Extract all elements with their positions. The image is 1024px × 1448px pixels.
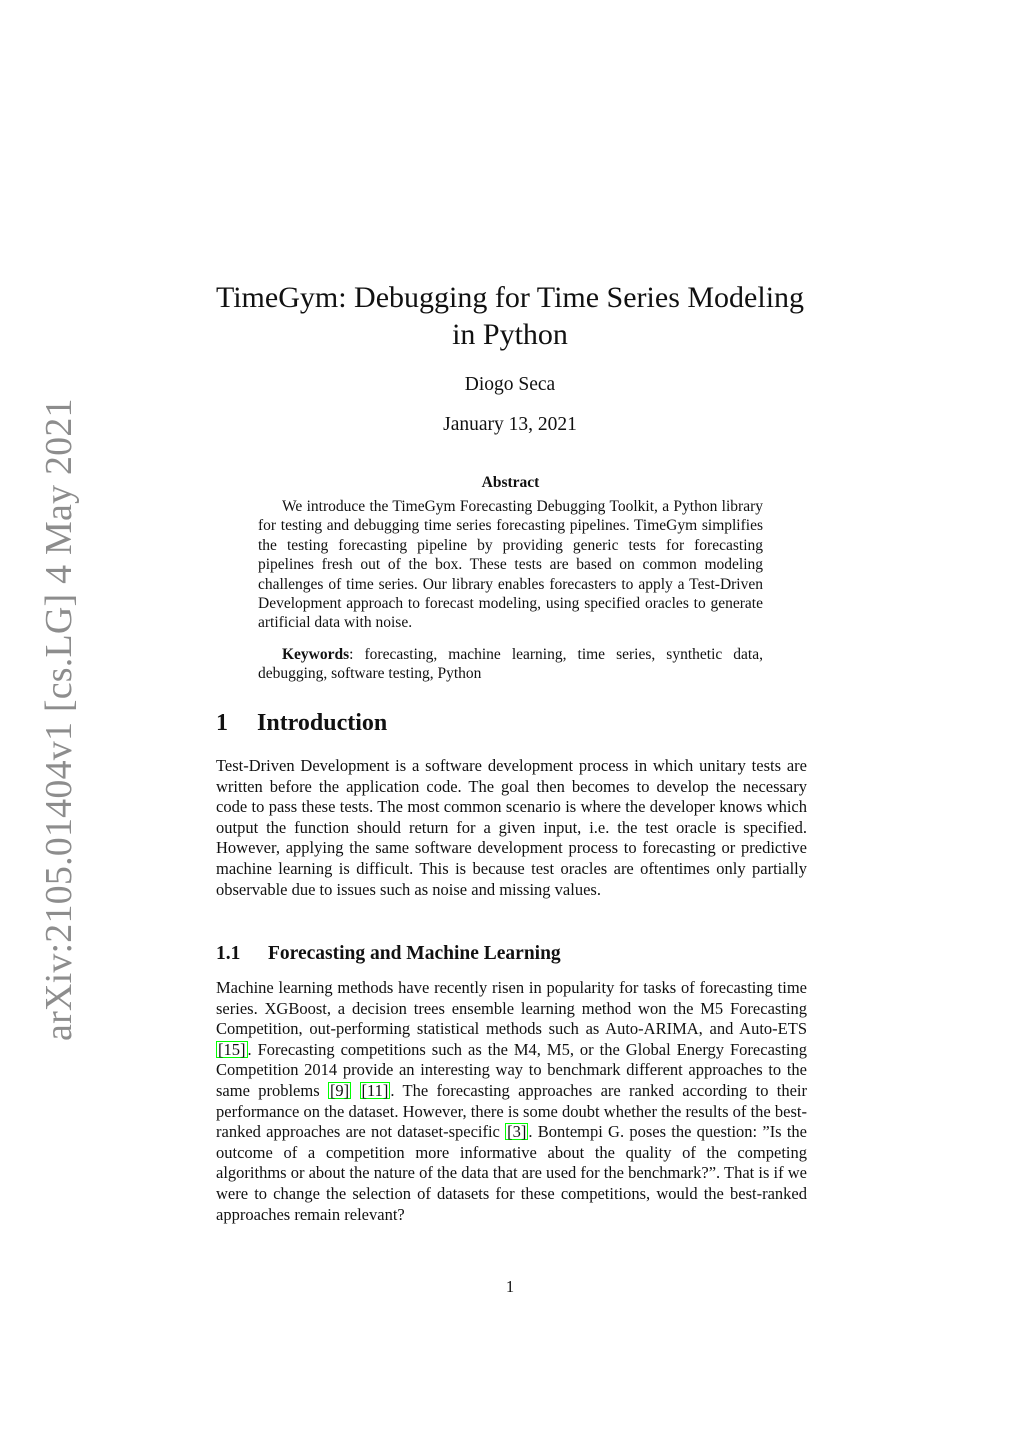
paragraph-text-segment: Machine learning methods have recently risen in popularity for tasks of forecasting time series. XGBoost, a decision trees ensemble learning method won the M5 Forecasting Competition, out-performing statistical methods such as Auto-ARIMA, and Auto-ETS bbox=[216, 978, 807, 1039]
keywords-list: : forecasting, machine learning, time series, synthetic data, debugging, software testing, Python bbox=[258, 646, 763, 683]
paper-title-line-1: TimeGym: Debugging for Time Series Modeling bbox=[215, 281, 805, 314]
citation-link-11[interactable]: [11] bbox=[361, 1080, 389, 1100]
introduction-paragraph: Test-Driven Development is a software development process in which unitary tests are written before the application code. The goal then becomes to develop the necessary code to pass these tests. The most common scenario is where the developer knows which output the function should return for a given input, i.e. the test oracle is specified. However, applying the same software development process to forecasting or predictive machine learning is difficult. This is because test oracles are oftentimes only partially observable due to issues such as noise and missing values. bbox=[216, 756, 807, 899]
section-title: Introduction bbox=[257, 710, 388, 736]
paper-title bbox=[200, 279, 820, 353]
paper-title-line-2: in Python bbox=[452, 318, 568, 351]
arxiv-identifier-stamp: arXiv:2105.01404v1 [cs.LG] 4 May 2021 bbox=[38, 398, 80, 1041]
citation-link-9[interactable]: [9] bbox=[329, 1080, 350, 1100]
paragraph-text-segment: . Bontempi G. poses the question: ”Is the outcome of a competition more informative about the quality of the competing algorithms or about the nature of the data that are used for the benchmark?”. That is if we were to change the selection of datasets for these competitions, would the best-ranked approaches remain relevant? bbox=[216, 1122, 807, 1224]
paragraph-text-segment: . The forecasting approaches are ranked according to their performance on the dataset. However, there is some doubt whether the results of the best-ranked approaches are not dataset-specific bbox=[216, 1080, 807, 1142]
section-number: 1 bbox=[216, 710, 228, 736]
keywords-label: Keywords bbox=[282, 646, 350, 663]
section-heading-introduction bbox=[216, 710, 387, 737]
paragraph-text-segment: . Forecasting competitions such as the M4, M5, or the Global Energy Forecasting Competition 2014 provide an interesting way to benchmark different approaches to the same problems bbox=[216, 1039, 807, 1100]
abstract-body: We introduce the TimeGym Forecasting Debugging Toolkit, a Python library for testing and debugging time series forecasting pipelines. TimeGym simplifies the testing forecasting pipeline by providing generic tests for forecasting pipelines fresh out of the box. These tests are based on common modeling challenges of time series. Our library enables forecasters to apply a Test-Driven Development approach to forecast modeling, using specified oracles to generate artificial data with noise. bbox=[258, 498, 763, 632]
citation-link-3[interactable]: [3] bbox=[507, 1122, 527, 1142]
citation-link-15[interactable]: [15] bbox=[218, 1039, 246, 1059]
abstract-heading: Abstract bbox=[481, 474, 540, 491]
author-name: Diogo Seca bbox=[464, 374, 556, 395]
page-number: 1 bbox=[505, 1277, 515, 1296]
keywords-paragraph bbox=[258, 645, 763, 684]
subsection-heading-forecasting-ml bbox=[216, 943, 561, 965]
subsection-number: 1.1 bbox=[216, 943, 241, 964]
subsection-title: Forecasting and Machine Learning bbox=[268, 943, 561, 964]
paragraph-text-segment bbox=[351, 1081, 359, 1100]
forecasting-ml-paragraph bbox=[216, 978, 807, 1225]
publication-date: January 13, 2021 bbox=[443, 414, 577, 435]
